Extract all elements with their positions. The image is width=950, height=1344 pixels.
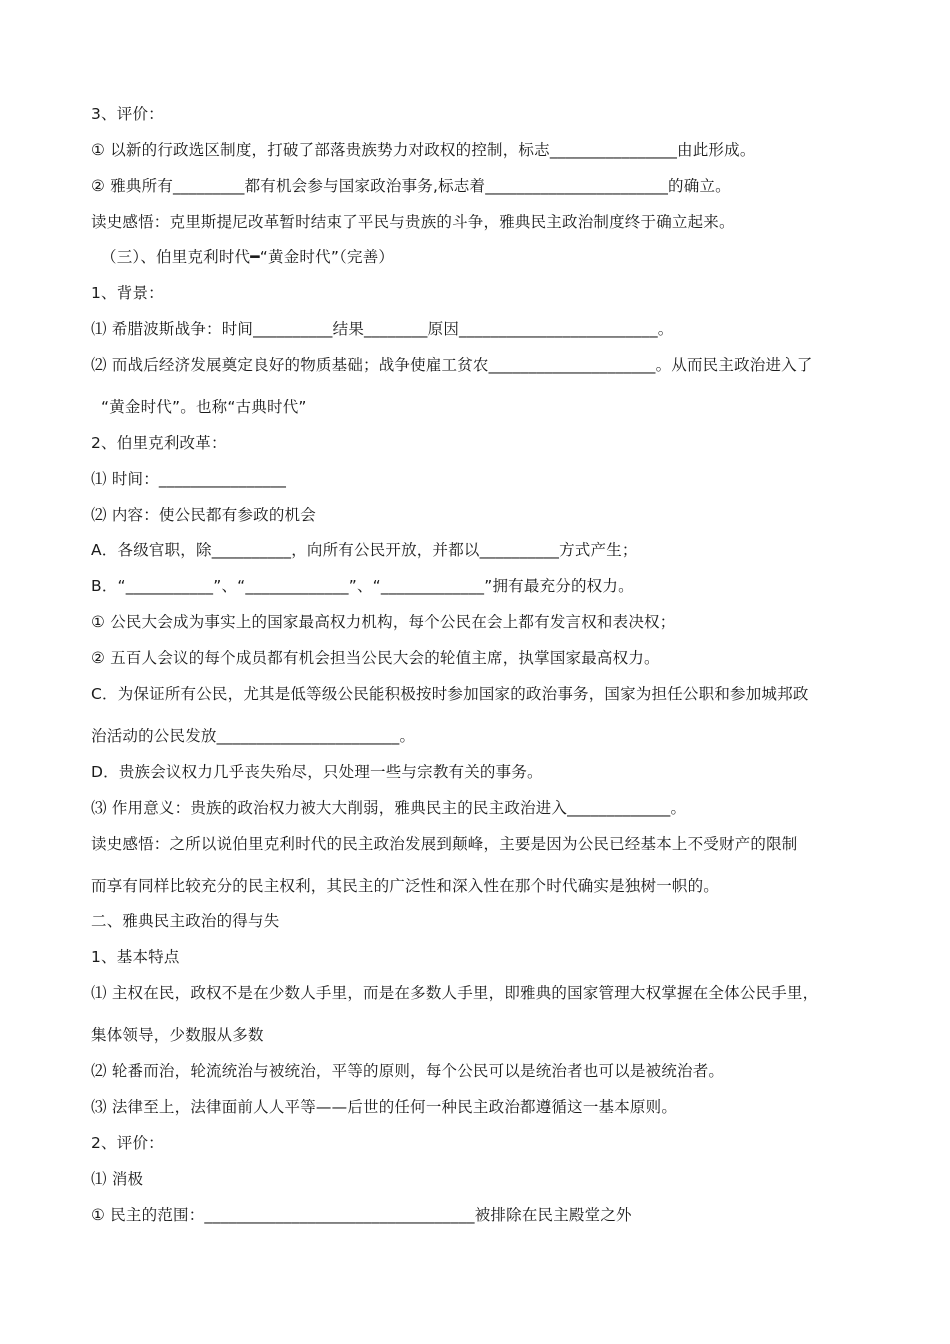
section-heading: 二、雅典民主政治的得与失 (91, 912, 280, 930)
text-line: 集体领导，少数服从多数 (91, 1026, 264, 1044)
text-line: ① 公民大会成为事实上的国家最高权力机构，每个公民在会上都有发言权和表决权； (91, 613, 676, 631)
text-line: ⑵ 轮番而治，轮流统治与被统治，平等的原则，每个公民可以是统治者也可以是被统治者。 (91, 1062, 725, 1080)
text-line: ② 五百人会议的每个成员都有机会担当公民大会的轮值主席，执掌国家最高权力。 (91, 649, 660, 667)
text-line: “黄金时代”。也称“古典时代” (101, 398, 307, 416)
text-line: ⑴ 主权在民，政权不是在少数人手里，而是在多数人手里，即雅典的国家管理大权掌握在全体公民手里， (91, 984, 819, 1002)
text-line: 而享有同样比较充分的民主权利，其民主的广泛性和深入性在那个时代确实是独树一帜的。 (91, 877, 720, 895)
section-heading: 1、背景： (91, 284, 164, 302)
text-line: B．“___________”、“_____________”、“_____________”拥有最充分的权力。 (91, 577, 634, 595)
section-heading: （三）、伯里克利时代━“黄金时代”（完善） (101, 248, 395, 266)
text-line: ⑴ 希腊波斯战争：时间__________结果________原因_________________________。 (91, 320, 674, 338)
text-line: ② 雅典所有_________都有机会参与国家政治事务,标志着_______________________的确立。 (91, 177, 731, 195)
text-line: ⑴ 时间：________________ (91, 470, 287, 488)
section-heading: 1、基本特点 (91, 948, 180, 966)
text-line: ① 民主的范围：__________________________________被排除在民主殿堂之外 (91, 1206, 632, 1224)
text-line: ⑴ 消极 (91, 1170, 144, 1188)
text-line: 读史感悟：克里斯提尼改革暂时结束了平民与贵族的斗争，雅典民主政治制度终于确立起来。 (91, 213, 735, 231)
text-line: 读史感悟：之所以说伯里克利时代的民主政治发展到颠峰，主要是因为公民已经基本上不受财产的限制 (91, 835, 798, 853)
text-line: ⑵ 内容：使公民都有参政的机会 (91, 506, 316, 524)
text-line: ① 以新的行政选区制度，打破了部落贵族势力对政权的控制，标志________________由此形成。 (91, 141, 756, 159)
text-line: D．贵族会议权力几乎丧失殆尽，只处理一些与宗教有关的事务。 (91, 763, 543, 781)
text-line: ⑶ 法律至上，法律面前人人平等——后世的任何一种民主政治都遵循这一基本原则。 (91, 1098, 678, 1116)
section-heading: 3、评价： (91, 105, 164, 123)
section-heading: 2、评价： (91, 1134, 164, 1152)
text-line: ⑶ 作用意义：贵族的政治权力被大大削弱，雅典民主的民主政治进入_____________。 (91, 799, 687, 817)
section-heading: 2、伯里克利改革： (91, 434, 227, 452)
text-line: 治活动的公民发放_______________________。 (91, 727, 416, 745)
text-line: A．各级官职，除__________，向所有公民开放，并都以__________方式产生； (91, 541, 638, 559)
text-line: C．为保证所有公民，尤其是低等级公民能积极按时参加国家的政治事务，国家为担任公职和参加城邦政 (91, 685, 809, 703)
text-line: ⑵ 而战后经济发展奠定良好的物质基础；战争使雇工贫农_____________________。从而民主政治进入了 (91, 356, 813, 374)
